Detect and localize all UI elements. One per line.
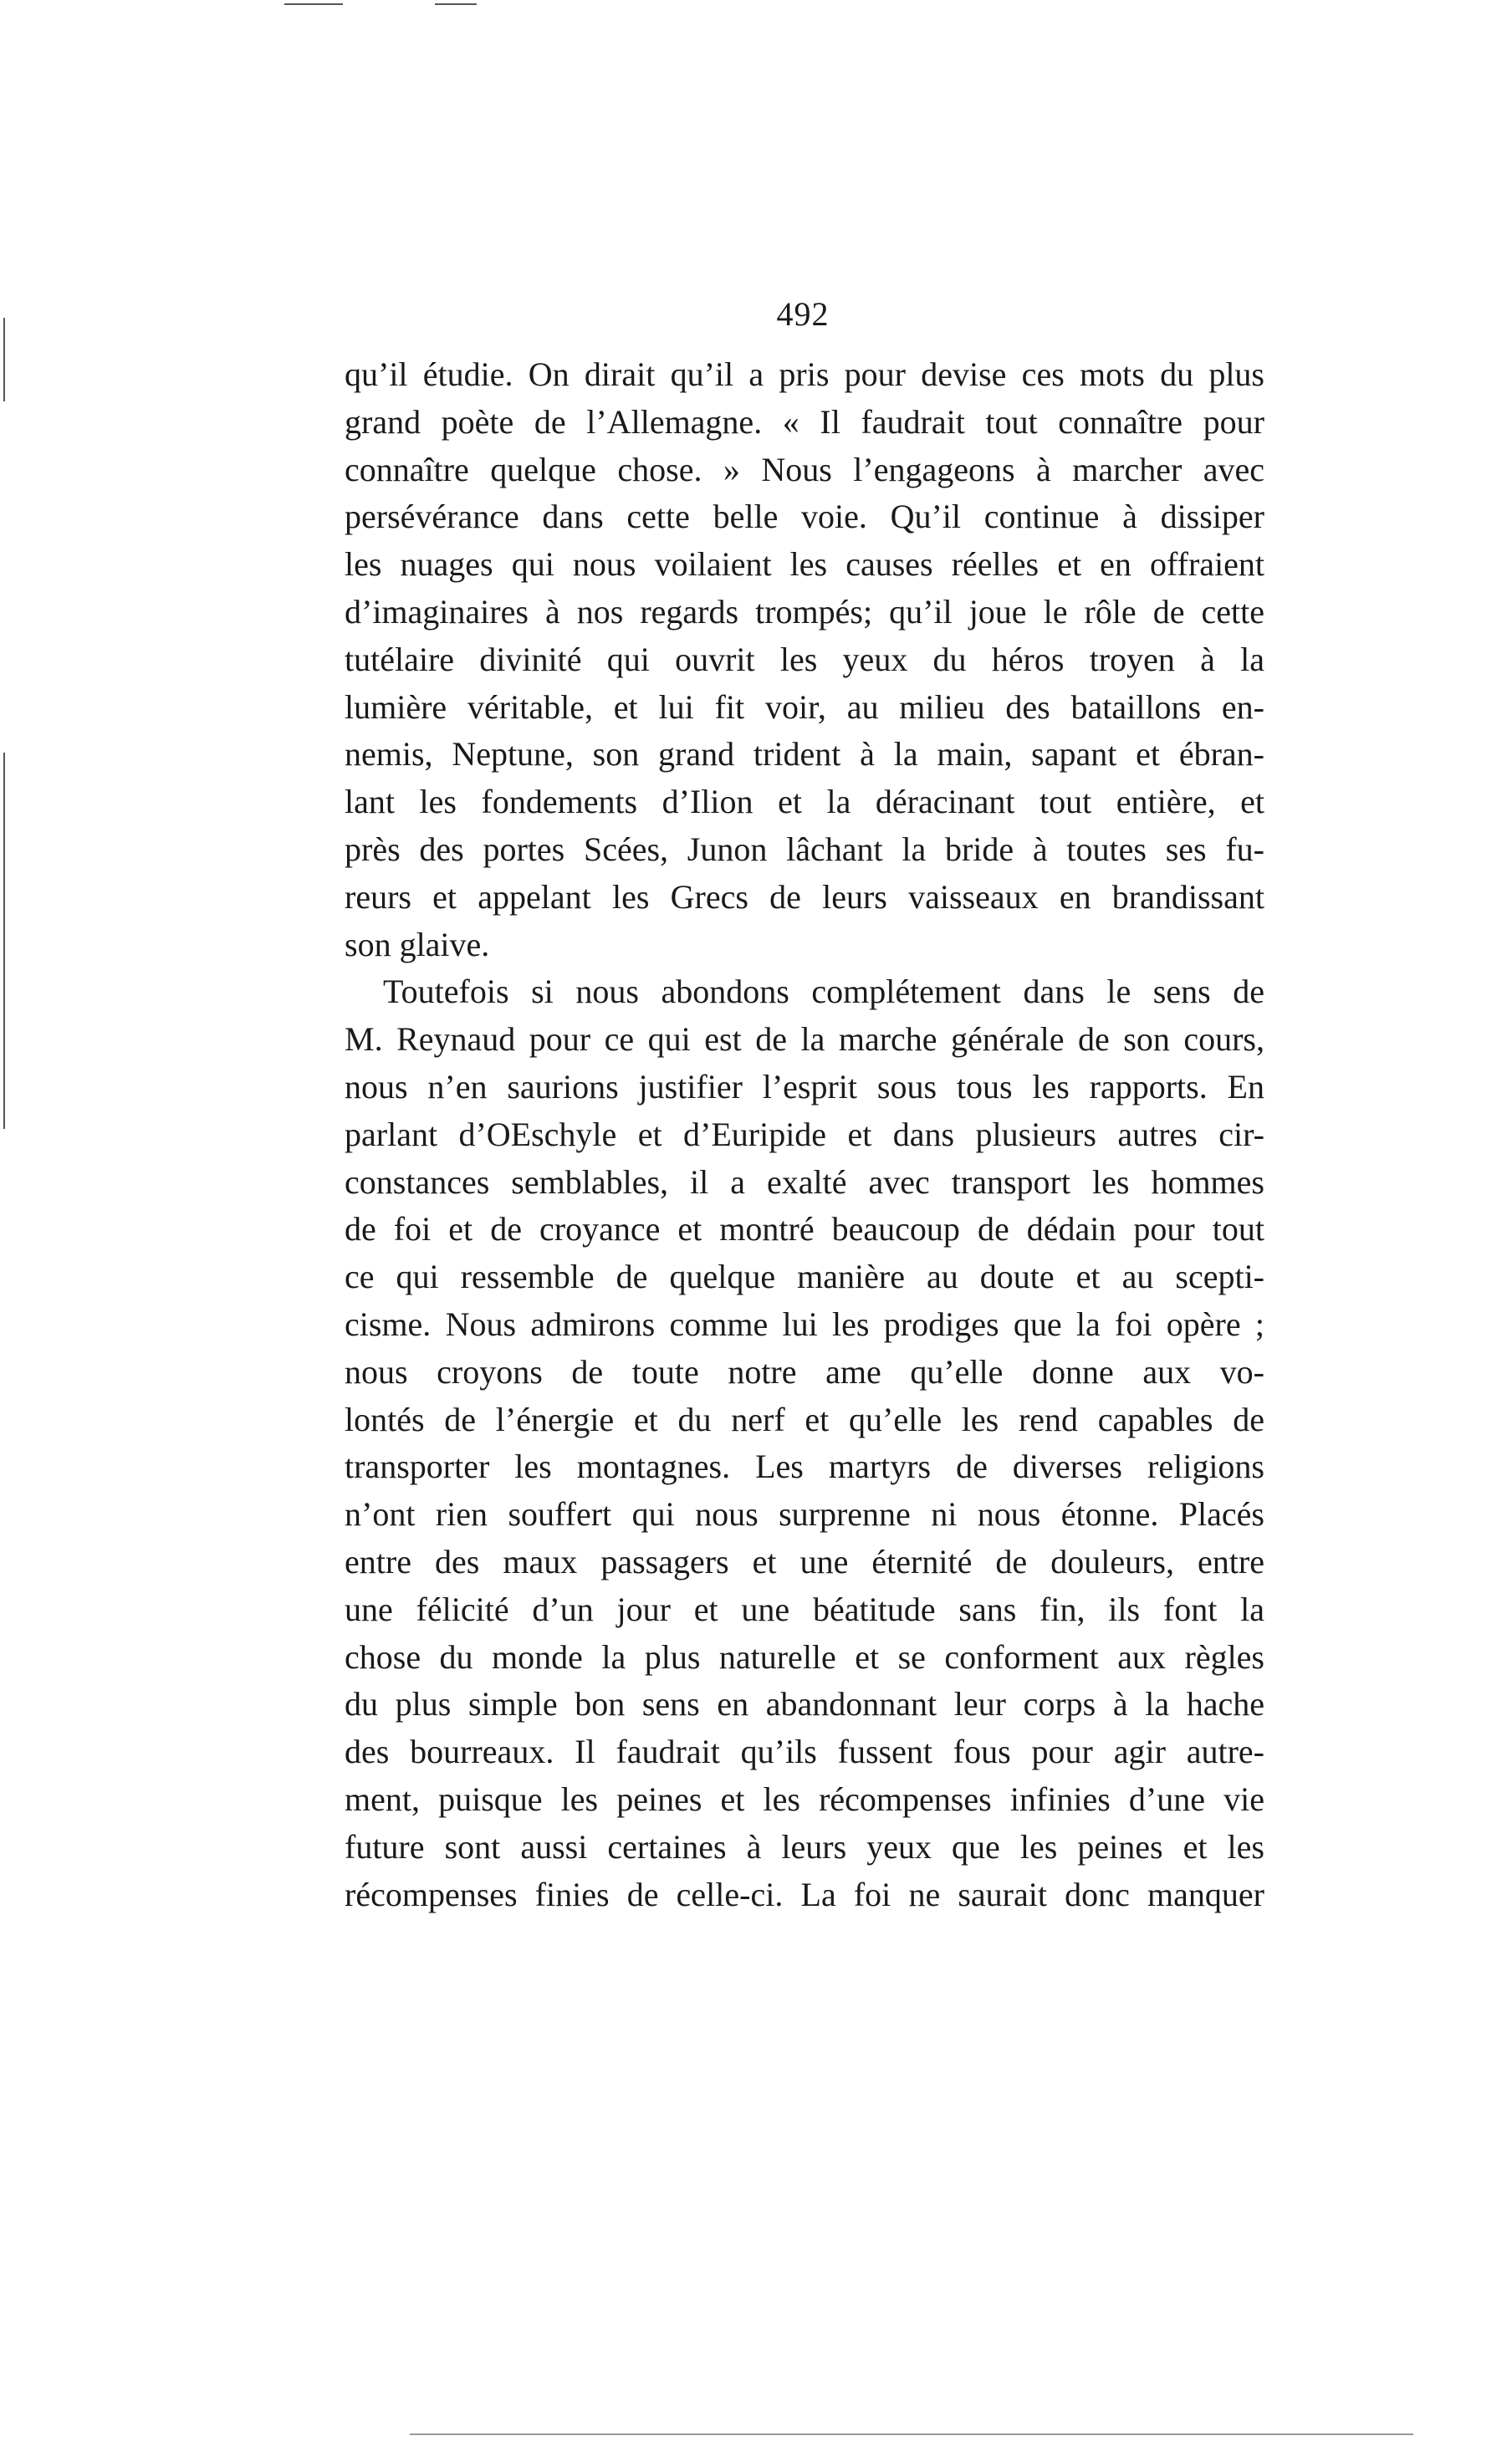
text-line: transporter les montagnes. Les martyrs de diverses religions	[345, 1448, 1264, 1486]
text-line: une félicité d’un jour et une béatitude sans fin, ils font la	[345, 1590, 1264, 1628]
text-line: cisme. Nous admirons comme lui les prodiges que la foi opère ;	[345, 1305, 1264, 1343]
text-line: reurs et appelant les Grecs de leurs vaisseaux en brandissant	[345, 877, 1264, 916]
text-line: chose du monde la plus naturelle et se conforment aux règles	[345, 1637, 1264, 1676]
page-number: 492	[776, 295, 830, 333]
text-line: persévérance dans cette belle voie. Qu’il continue à dissiper	[345, 498, 1264, 536]
text-line: de foi et de croyance et montré beaucoup de dédain pour tout	[345, 1210, 1264, 1249]
text-line: Toutefois si nous abondons complétement dans le sens de	[383, 973, 1264, 1011]
text-line: près des portes Scées, Junon lâchant la bride à toutes ses fu-	[345, 830, 1264, 868]
text-line: constances semblables, il a exalté avec transport les hommes	[345, 1162, 1264, 1201]
text-line: récompenses finies de celle-ci. La foi ne saurait donc manquer	[345, 1875, 1264, 1913]
text-line: nous n’en saurions justifier l’esprit sous tous les rapports. En	[345, 1067, 1264, 1106]
text-line: ment, puisque les peines et les récompenses infinies d’une vie	[345, 1780, 1264, 1818]
scan-edge-mark-bottom	[410, 2433, 1413, 2435]
text-line: M. Reynaud pour ce qui est de la marche générale de son cours,	[345, 1020, 1264, 1059]
text-line: n’ont rien souffert qui nous surprenne ni nous étonne. Placés	[345, 1495, 1264, 1534]
text-line: lumière véritable, et lui fit voir, au milieu des bataillons en-	[345, 687, 1264, 726]
text-line: les nuages qui nous voilaient les causes réelles et en offraient	[345, 545, 1264, 584]
text-line: lontés de l’énergie et du nerf et qu’elle les rend capables de	[345, 1400, 1264, 1438]
text-line: d’imaginaires à nos regards trompés; qu’il joue le rôle de cette	[345, 592, 1264, 631]
text-line: lant les fondements d’Ilion et la déracinant tout entière, et	[345, 783, 1264, 821]
text-line: ce qui ressemble de quelque manière au doute et au scepti-	[345, 1258, 1264, 1296]
text-line: future sont aussi certaines à leurs yeux que les peines et les	[345, 1827, 1264, 1866]
body-text	[345, 351, 1264, 1918]
text-line: nemis, Neptune, son grand trident à la main, sapant et ébran-	[345, 735, 1264, 774]
text-line: connaître quelque chose. » Nous l’engageons à marcher avec	[345, 450, 1264, 488]
scan-edge-mark-top	[284, 3, 343, 5]
text-line: parlant d’OEschyle et d’Euripide et dans plusieurs autres cir-	[345, 1115, 1264, 1153]
text-line: des bourreaux. Il faudrait qu’ils fussent fous pour agir autre-	[345, 1733, 1264, 1771]
text-line: son glaive.	[345, 925, 490, 963]
scan-edge-mark-left	[3, 753, 5, 1129]
scan-edge-mark-left	[3, 318, 5, 401]
text-line: tutélaire divinité qui ouvrit les yeux du héros troyen à la	[345, 640, 1264, 678]
text-line: entre des maux passagers et une éternité de douleurs, entre	[345, 1542, 1264, 1580]
text-line: grand poète de l’Allemagne. « Il faudrait tout connaître pour	[345, 402, 1264, 441]
scan-edge-mark-top	[435, 3, 477, 5]
text-line: du plus simple bon sens en abandonnant leur corps à la hache	[345, 1685, 1264, 1723]
text-line: nous croyons de toute notre ame qu’elle donne aux vo-	[345, 1352, 1264, 1391]
text-line: qu’il étudie. On dirait qu’il a pris pour devise ces mots du plus	[345, 355, 1264, 393]
